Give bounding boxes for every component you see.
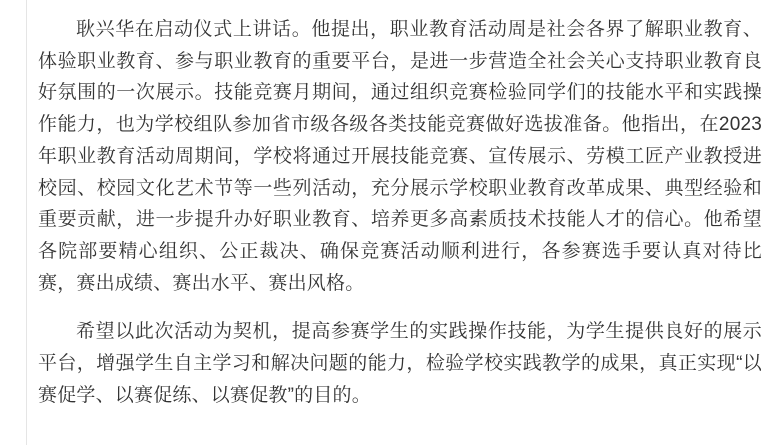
article-paragraph-1: 耿兴华在启动仪式上讲话。他提出，职业教育活动周是社会各界了解职业教育、体验职业教育、参与职业教育的重要平台，是进一步营造全社会关心支持职业教育良好氛围的一次展示。技能竞赛月期间，通过组织竞赛检验同学们的技能水平和实践操作能力，也为学校组队参加省市级各级各类技能竞赛做好选拔准备。他指出，在2023年职业教育活动周期间，学校将通过开展技能竞赛、宣传展示、劳模工匠产业教授进校园、校园文化艺术节等一些列活动，充分展示学校职业教育改革成果、典型经验和重要贡献，进一步提升办好职业教育、培养更多高素质技术技能人才的信心。他希望各院部要精心组织、公正裁决、确保竞赛活动顺利进行，各参赛选手要认真对待比赛，赛出成绩、赛出水平、赛出风格。: [38, 19, 762, 294]
article-paragraph-2: 希望以此次活动为契机，提高参赛学生的实践操作技能，为学生提供良好的展示平台，增强学生自主学习和解决问题的能力，检验学校实践教学的成果，真正实现“以赛促学、以赛促练、以赛促教”的目的。: [38, 321, 762, 406]
article-body: [38, 14, 762, 428]
left-border-rule: [26, 0, 27, 445]
